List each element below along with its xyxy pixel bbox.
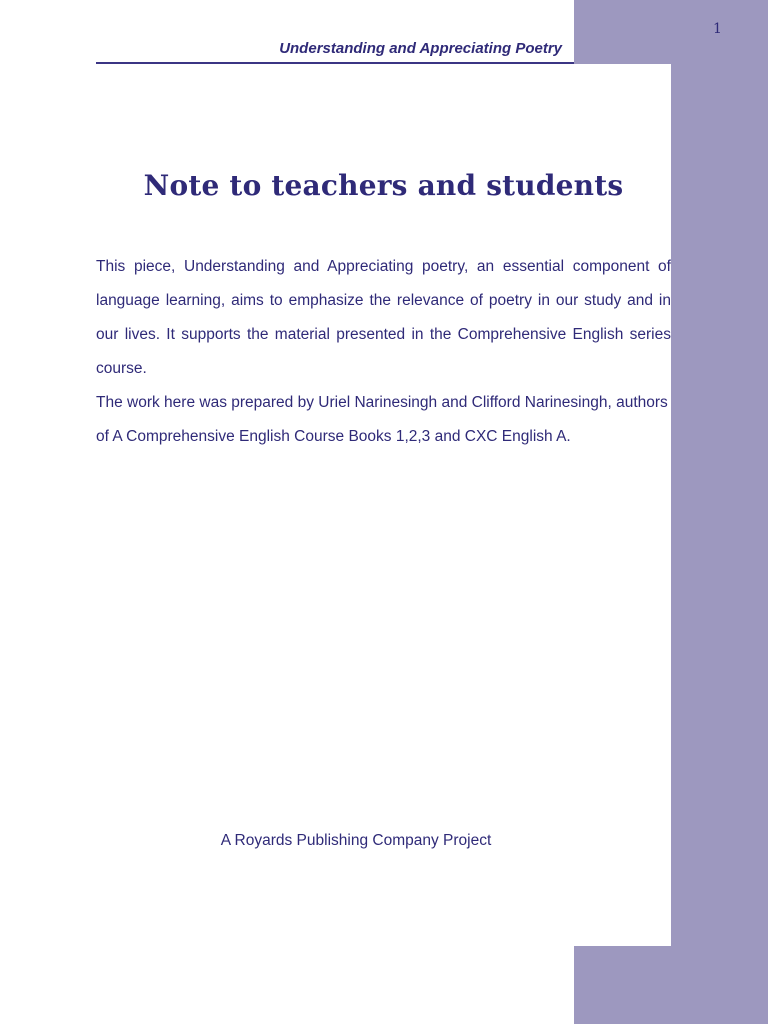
running-header: Understanding and Appreciating Poetry bbox=[279, 40, 562, 57]
margin-band-right bbox=[671, 0, 768, 1024]
page-title: Note to teachers and students bbox=[143, 169, 624, 202]
margin-band-bottom bbox=[574, 946, 768, 1024]
page-number: 1 bbox=[713, 21, 722, 37]
authors-paragraph: The work here was prepared by Uriel Narinesingh and Clifford Narinesingh, authors of A Comprehensive English Course Books 1,2,3 and CXC English A. bbox=[96, 394, 668, 445]
header-rule bbox=[96, 62, 574, 64]
body-text bbox=[96, 250, 671, 454]
publisher-line: A Royards Publishing Company Project bbox=[220, 832, 492, 849]
intro-paragraph: This piece, Understanding and Appreciating poetry, an essential component of language learning, aims to emphasize the relevance of poetry in our study and in our lives. It supports the material presented in the Comprehensive English series course. bbox=[96, 258, 671, 377]
